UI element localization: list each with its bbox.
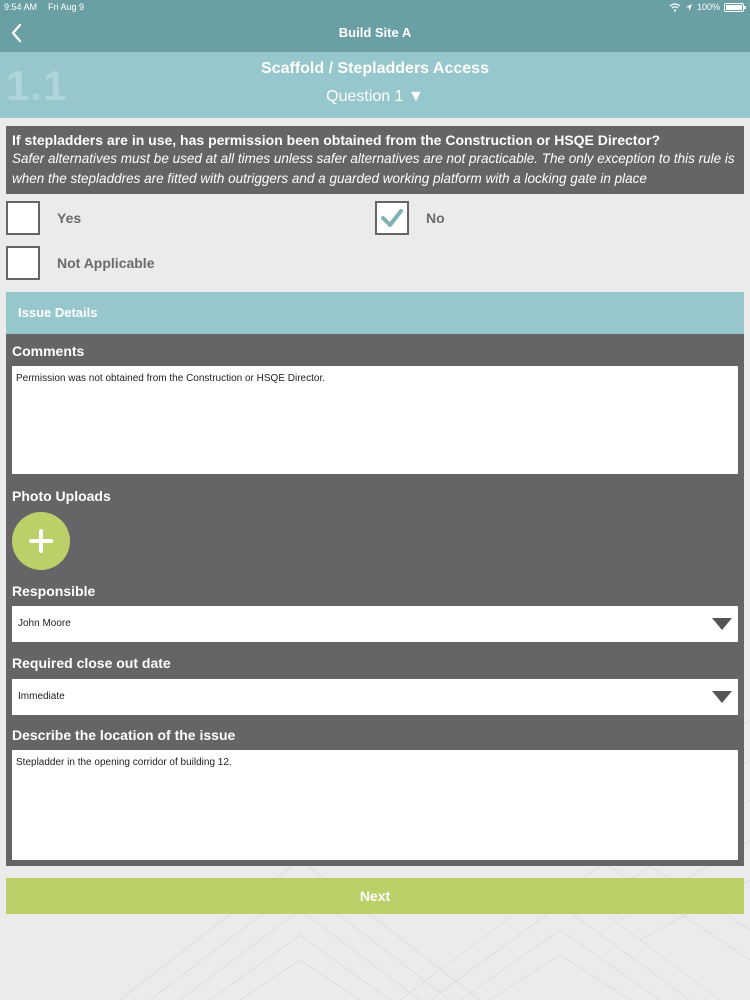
status-bar (0, 0, 750, 14)
close-date-select[interactable] (12, 679, 738, 715)
checkbox-yes[interactable] (6, 201, 40, 235)
comments-textarea[interactable]: Permission was not obtained from the Construction or HSQE Director. (12, 366, 738, 474)
add-photo-button[interactable] (12, 512, 70, 570)
dropdown-arrow-icon (712, 618, 732, 630)
responsible-select[interactable] (12, 606, 738, 642)
battery-percent: 100% (696, 2, 720, 12)
question-text: If stepladders are in use, has permission been obtained from the Construction or HSQE Director? (12, 132, 661, 148)
responsible-label: Responsible (12, 583, 96, 599)
comments-label: Comments (12, 343, 85, 359)
section-title: Scaffold / Stepladders Access (261, 60, 489, 77)
location-arrow-icon (685, 3, 693, 12)
dropdown-arrow-icon (712, 691, 732, 703)
location-textarea[interactable]: Stepladder in the opening corridor of building 12. (12, 750, 738, 860)
option-no[interactable] (375, 201, 445, 235)
status-time: 9:54 AM (4, 2, 38, 12)
question-selector[interactable]: Question 1 ▼ (326, 88, 424, 105)
checkbox-not-applicable[interactable] (6, 246, 40, 280)
status-right (669, 0, 744, 14)
option-not-applicable-label: Not Applicable (57, 255, 155, 271)
photo-uploads-label: Photo Uploads (12, 488, 111, 504)
section-header (0, 52, 750, 118)
option-no-label: No (426, 210, 445, 226)
nav-title: Build Site A (338, 25, 412, 40)
option-not-applicable[interactable] (6, 246, 155, 280)
issue-details-heading: Issue Details (6, 292, 744, 334)
question-hint: Safer alternatives must be used at all times unless safer alternatives are not practicable. The only exception to this rule is when the stepladdres are fitted with outriggers and a guarded working platform with a locking gate in place (12, 151, 735, 186)
close-date-label: Required close out date (12, 655, 171, 671)
nav-bar (0, 14, 750, 52)
option-yes-label: Yes (57, 210, 82, 226)
section-number: 1.1 (6, 62, 68, 109)
battery-icon (724, 3, 744, 12)
wifi-icon (669, 3, 681, 12)
responsible-value: John Moore (18, 618, 71, 629)
question-box (6, 126, 744, 194)
next-button[interactable]: Next (6, 878, 744, 914)
option-yes[interactable] (6, 201, 81, 235)
checkmark-icon (380, 207, 404, 229)
location-label: Describe the location of the issue (12, 727, 236, 743)
checkbox-no[interactable] (375, 201, 409, 235)
status-date: Fri Aug 9 (48, 2, 85, 12)
issue-details-panel (6, 334, 744, 866)
close-date-value: Immediate (18, 691, 65, 702)
plus-icon (29, 529, 53, 553)
